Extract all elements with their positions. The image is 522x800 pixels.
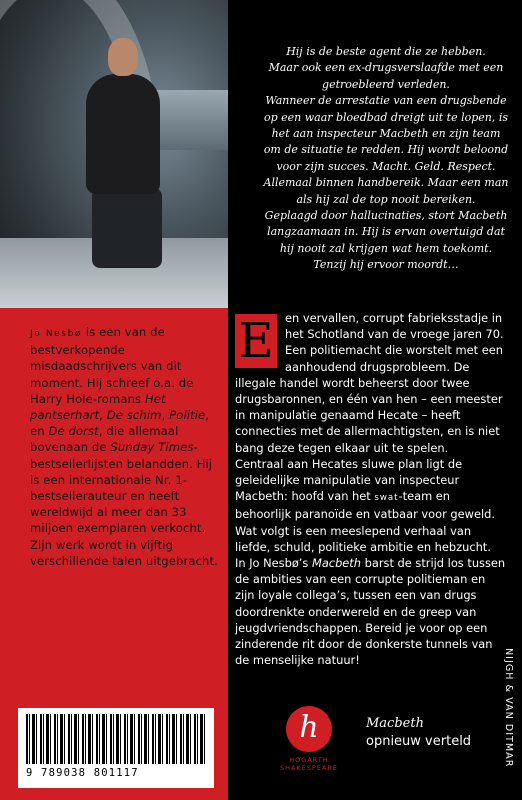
barcode bbox=[18, 708, 214, 788]
spine-publisher: NIJGH & VAN DITMAR bbox=[503, 648, 514, 768]
author-photo bbox=[0, 0, 228, 308]
author-name: Jo Nesbø bbox=[30, 329, 82, 339]
hogarth-logo-icon: h bbox=[286, 706, 332, 752]
blurb-line: Wanneer de arrestatie van een drugsbende op een waar bloedbad dreigt uit te lopen, is het aan inspecteur Macbeth en zijn team om de situatie te redden. Hij wordt beloond voor zijn succes. Macht. Geld. Respect. Allemaal binnen handbereik. Maar een man als hij zal de top nooit bereiken. bbox=[263, 94, 509, 206]
story-paragraph: E en vervallen, corrupt fabrieksstadje in het Schotland van de vroege jaren 70. Een politiemacht die worstelt met een aanhoudend drugsprobleem. De illegale handel wordt beheerst door twee drugsbaronnen, en één van hen – een meester in manipulatie genaamd Hecate – heeft connecties met de allermachtigsten, en is niet bang deze tegen elkaar uit te spelen. bbox=[235, 311, 504, 455]
blurb-line: Tenzij hij ervoor moordt… bbox=[313, 258, 459, 272]
tagline-subtitle: opnieuw verteld bbox=[366, 734, 472, 749]
figure-legs bbox=[92, 188, 162, 268]
figure-body bbox=[86, 74, 160, 194]
story-paragraph: Centraal aan Hecates sluwe plan ligt de geleidelijke manipulatie van inspecteur Macbeth: hoofd van het swat-team en behoorlijk paranoïde en vatbaar voor geweld. Wat volgt is een meeslepend verhaal van liefde, schuld, politieke ambitie en hebzucht. bbox=[235, 456, 495, 554]
barcode-bars bbox=[26, 714, 206, 764]
blurb-line: Maar ook een ex-drugsverslaafde met een getroebleerd verleden. bbox=[268, 61, 504, 91]
blurb-line: Geplaagd door hallucinaties, stort Macbeth langzaamaan in. Hij is ervan overtuigd dat hij nooit zal krijgen wat hem toekomt. bbox=[264, 209, 508, 255]
story-paragraph: In Jo Nesbø’s Macbeth barst de strijd los tussen de ambities van een corrupte politieman en zijn loyale collega’s, tussen een van drugs doordrenkte onderwereld en de greep van jeugdvriendschappen. Bereid je voor op een zinderende rit door de donkerste tunnels van de menselijke natuur! bbox=[235, 556, 506, 668]
isbn-number: 9 789038 801117 bbox=[26, 767, 139, 779]
drop-cap: E bbox=[235, 314, 277, 368]
figure-head bbox=[108, 38, 138, 76]
publisher-logo-text: HOGARTH SHAKESPEARE bbox=[279, 756, 339, 772]
author-bio: Jo Nesbø is een van de bestverkopende misdaadschrijvers van dit moment. Hij schreef o.a. de Harry Hole-romans Het pantserhart, De schim, Politie, en De dorst, die allemaal bovenaan de Sunday Times-bestsellerlijsten belandden. Hij is een internationale Nr. 1-bestsellerauteur en heeft wereldwijd al meer dan 33 miljoen exemplaren verkocht. Zijn werk wordt in vijftig verschillende talen uitgebracht. bbox=[30, 325, 218, 568]
blurb bbox=[262, 44, 510, 274]
story-summary bbox=[235, 310, 507, 668]
tagline-title: Macbeth bbox=[366, 716, 424, 731]
blurb-line: Hij is de beste agent die ze hebben. bbox=[286, 45, 486, 58]
